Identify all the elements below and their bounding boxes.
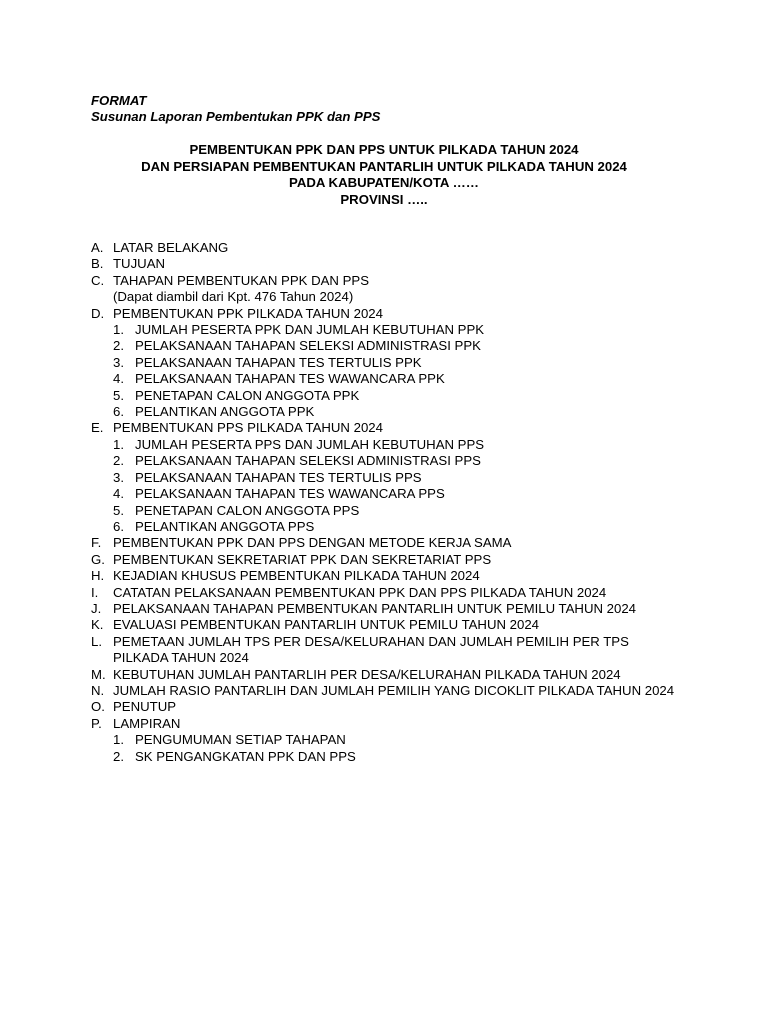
title-line-1: PEMBENTUKAN PPK DAN PPS UNTUK PILKADA TAHUN 2024 [189,142,579,157]
sub-item [113,322,681,338]
document-title [0,142,768,209]
outline-item [91,306,681,421]
outline-text: JUMLAH RASIO PANTARLIH DAN JUMLAH PEMILIH YANG DICOKLIT PILKADA TAHUN 2024 [113,682,675,698]
outline-text: LATAR BELAKANG [113,240,229,255]
sub-text: PELAKSANAAN TAHAPAN TES WAWANCARA PPK [135,371,445,387]
sub-item [113,355,681,371]
sub-number: 2. [113,748,124,764]
outline-letter: B. [91,256,104,272]
sub-number: 4. [113,371,124,387]
title-line-3: PADA KABUPATEN/KOTA …… [289,175,479,191]
outline-item [91,256,681,272]
outline-text: PEMBENTUKAN SEKRETARIAT PPK DAN SEKRETARIAT PPS [113,551,492,567]
sub-item [113,371,681,387]
outline-text: TUJUAN [113,256,166,272]
outline-letter: P. [91,715,102,731]
sub-item [113,470,681,486]
outline-item [91,683,681,699]
outline-note: (Dapat diambil dari Kpt. 476 Tahun 2024) [113,289,354,305]
outline-text: PEMBENTUKAN PPK PILKADA TAHUN 2024 [113,305,383,321]
sub-item [113,437,681,453]
sub-number: 1. [113,732,124,748]
outline-letter: A. [91,240,104,255]
sub-item [113,503,681,519]
sub-number: 4. [113,486,124,502]
document-subtitle: Susunan Laporan Pembentukan PPK dan PPS [91,109,381,125]
outline-item [91,667,681,683]
sub-text: PELAKSANAAN TAHAPAN TES WAWANCARA PPS [135,486,445,502]
outline-text: PEMETAAN JUMLAH TPS PER DESA/KELURAHAN DAN JUMLAH PEMILIH PER TPS PILKADA TAHUN 2024 [113,633,629,666]
sub-item [113,338,681,354]
outline-text: EVALUASI PEMBENTUKAN PANTARLIH UNTUK PEMILU TAHUN 2024 [113,617,540,633]
sub-item [113,388,681,404]
sub-text: PELAKSANAAN TAHAPAN SELEKSI ADMINISTRASI PPK [135,338,481,354]
outline-text: CATATAN PELAKSANAAN PEMBENTUKAN PPK DAN PPS PILKADA TAHUN 2024 [113,584,607,600]
outline-text: PELAKSANAAN TAHAPAN PEMBENTUKAN PANTARLIH UNTUK PEMILU TAHUN 2024 [113,600,636,616]
sub-number: 5. [113,387,124,403]
sub-text: JUMLAH PESERTA PPS DAN JUMLAH KEBUTUHAN PPS [135,436,485,452]
outline-text: LAMPIRAN [113,715,181,731]
outline-list [91,240,681,765]
outline-item [91,273,681,306]
sub-number: 2. [113,338,124,354]
outline-text: PENUTUP [113,699,177,715]
outline-text: PEMBENTUKAN PPK DAN PPS DENGAN METODE KERJA SAMA [113,535,512,551]
sub-text: PELANTIKAN ANGGOTA PPK [135,404,315,420]
outline-text: KEBUTUHAN JUMLAH PANTARLIH PER DESA/KELURAHAN PILKADA TAHUN 2024 [113,666,621,682]
outline-letter: C. [91,272,105,288]
outline-letter: F. [91,535,102,551]
document-header [91,93,380,126]
outline-text: KEJADIAN KHUSUS PEMBENTUKAN PILKADA TAHUN 2024 [113,568,480,584]
outline-item [91,716,681,765]
sub-number: 2. [113,453,124,469]
sub-text: PENGUMUMAN SETIAP TAHAPAN [135,732,346,748]
outline-text: PEMBENTUKAN PPS PILKADA TAHUN 2024 [113,420,383,436]
outline-item [91,568,681,584]
sub-number: 3. [113,354,124,370]
outline-item [91,240,681,256]
outline-letter: L. [91,633,102,649]
sub-text: JUMLAH PESERTA PPK DAN JUMLAH KEBUTUHAN PPK [135,322,485,338]
outline-letter: M. [91,666,106,682]
outline-letter: H. [91,568,105,584]
sub-number: 1. [113,436,124,452]
outline-item [91,601,681,617]
outline-item [91,617,681,633]
sub-number: 1. [113,322,124,338]
title-line-2: DAN PERSIAPAN PEMBENTUKAN PANTARLIH UNTUK PILKADA TAHUN 2024 [141,158,627,174]
sub-item [113,486,681,502]
sub-text: PELAKSANAAN TAHAPAN TES TERTULIS PPS [135,469,422,485]
sub-item [113,453,681,469]
sub-text: PELAKSANAAN TAHAPAN SELEKSI ADMINISTRASI PPS [135,453,481,469]
sub-item [113,404,681,420]
sub-number: 6. [113,518,124,534]
outline-item [91,585,681,601]
outline-letter: E. [91,420,104,436]
sub-text: SK PENGANGKATAN PPK DAN PPS [135,748,356,764]
sub-list [113,437,681,535]
sub-list [113,732,681,765]
outline-letter: D. [91,305,105,321]
sub-text: PENETAPAN CALON ANGGOTA PPK [135,387,360,403]
sub-item [113,732,681,748]
outline-item [91,535,681,551]
sub-text: PELAKSANAAN TAHAPAN TES TERTULIS PPK [135,354,422,370]
sub-item [113,519,681,535]
sub-list [113,322,681,420]
outline-letter: J. [91,600,102,616]
format-label: FORMAT [91,93,147,108]
outline-letter: G. [91,551,105,567]
sub-text: PENETAPAN CALON ANGGOTA PPS [135,502,360,518]
sub-number: 3. [113,469,124,485]
sub-text: PELANTIKAN ANGGOTA PPS [135,518,315,534]
outline-text: TAHAPAN PEMBENTUKAN PPK DAN PPS [113,272,369,288]
outline-item [91,634,681,667]
sub-number: 5. [113,502,124,518]
outline-letter: K. [91,617,104,633]
sub-number: 6. [113,404,124,420]
outline-letter: N. [91,682,105,698]
sub-item [113,749,681,765]
outline-letter: I. [91,584,99,600]
title-line-4: PROVINSI ….. [340,192,428,208]
outline-item [91,699,681,715]
outline-item [91,420,681,535]
outline-letter: O. [91,699,105,715]
outline-item [91,552,681,568]
